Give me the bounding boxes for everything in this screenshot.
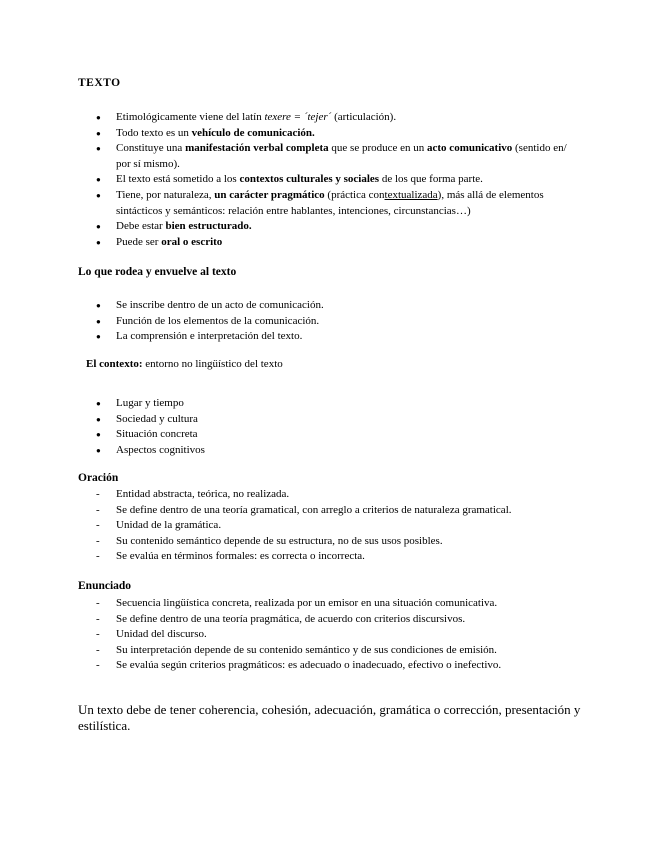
oracion-heading: Oración	[78, 472, 119, 484]
rodea-list-item: ● Función de los elementos de la comunicación.	[78, 314, 583, 330]
texto-list-item	[78, 126, 583, 142]
texto-item-text: El texto está sometido a los	[116, 173, 240, 186]
contexto-text: entorno no lingüístico del texto	[142, 358, 283, 370]
contexto-list-item: ● Sociedad y cultura	[78, 412, 583, 428]
rodea-list-item: ● Se inscribe dentro de un acto de comunicación.	[78, 298, 583, 314]
enunciado-list-item: - Unidad del discurso.	[78, 627, 598, 643]
texto-item-text: oral o escrito	[161, 235, 223, 248]
enunciado-list-item: - Su interpretación depende de su contenido semántico y de sus condiciones de emisión.	[78, 643, 598, 659]
oracion-list-item: - Unidad de la gramática.	[78, 518, 598, 534]
enunciado-list-item: - Secuencia lingüística concreta, realizada por un emisor en una situación comunicativa.	[78, 596, 598, 612]
contexto-label: El contexto:	[86, 358, 143, 370]
page-title: TEXTO	[78, 77, 121, 89]
texto-item-text: Tiene, por naturaleza,	[116, 188, 215, 201]
texto-list-item	[78, 141, 583, 172]
texto-item-text: bien estructurado.	[165, 220, 252, 233]
contexto-line	[86, 358, 283, 370]
texto-list-item	[78, 219, 583, 235]
texto-item-text: Constituye una	[116, 142, 186, 155]
contexto-list-item: ● Lugar y tiempo	[78, 396, 583, 412]
rodea-list-item: ● La comprensión e interpretación del texto.	[78, 329, 583, 345]
enunciado-list-item: - Se evalúa según criterios pragmáticos: es adecuado o inadecuado, efectivo o inefectivo.	[78, 658, 598, 674]
enunciado-dash-list	[78, 596, 598, 674]
texto-list-item	[78, 235, 583, 251]
texto-item-text: vehículo de comunicación.	[191, 126, 315, 139]
texto-list-item	[78, 188, 583, 219]
texto-item-text: textualizada	[384, 188, 438, 201]
texto-bullet-list	[78, 110, 583, 250]
enunciado-list-item: - Se define dentro de una teoría pragmática, de acuerdo con criterios discursivos.	[78, 612, 598, 628]
texto-item-text: ), más allá de elementos sintácticos y semánticos: relación entre hablantes, intenciones, circunstancias…)	[116, 188, 544, 217]
texto-item-text: acto comunicativo	[427, 142, 513, 155]
oracion-list-item: - Se define dentro de una teoría gramatical, con arreglo a criterios de naturaleza gramatical.	[78, 503, 598, 519]
oracion-list-item: - Su contenido semántico depende de su estructura, no de sus usos posibles.	[78, 534, 598, 550]
closing-paragraph: Un texto debe de tener coherencia, cohesión, adecuación, gramática o corrección, presentación y estilística.	[78, 702, 581, 733]
rodea-bullet-list	[78, 298, 583, 345]
texto-item-text: de los que forma parte.	[379, 173, 483, 186]
contexto-bullet-list	[78, 396, 583, 458]
oracion-list-item: - Se evalúa en términos formales: es correcta o incorrecta.	[78, 549, 598, 565]
enunciado-heading: Enunciado	[78, 580, 132, 592]
texto-item-text: (articulación).	[331, 111, 397, 123]
contexto-list-item: ● Aspectos cognitivos	[78, 443, 583, 459]
texto-item-text: (sentido en/ por sí mismo).	[116, 142, 567, 170]
texto-item-text: texere = ´tejer´	[264, 111, 332, 123]
texto-item-text: (práctica con	[324, 188, 385, 201]
texto-item-text: manifestación verbal completa	[185, 142, 329, 155]
texto-item-text: contextos culturales y sociales	[239, 173, 380, 186]
texto-item-text: Etimológicamente viene del latín	[116, 111, 265, 123]
texto-item-text: Puede ser	[116, 235, 162, 248]
texto-item-text: Todo texto es un	[116, 126, 192, 139]
oracion-dash-list	[78, 487, 598, 565]
texto-item-text: que se produce en un	[328, 142, 428, 155]
texto-list-item	[78, 110, 583, 126]
texto-item-text: Debe estar	[116, 220, 166, 233]
oracion-list-item: - Entidad abstracta, teórica, no realizada.	[78, 487, 598, 503]
texto-list-item	[78, 172, 583, 188]
texto-item-text: un carácter pragmático	[214, 188, 325, 201]
contexto-list-item: ● Situación concreta	[78, 427, 583, 443]
rodea-heading: Lo que rodea y envuelve al texto	[78, 266, 237, 278]
